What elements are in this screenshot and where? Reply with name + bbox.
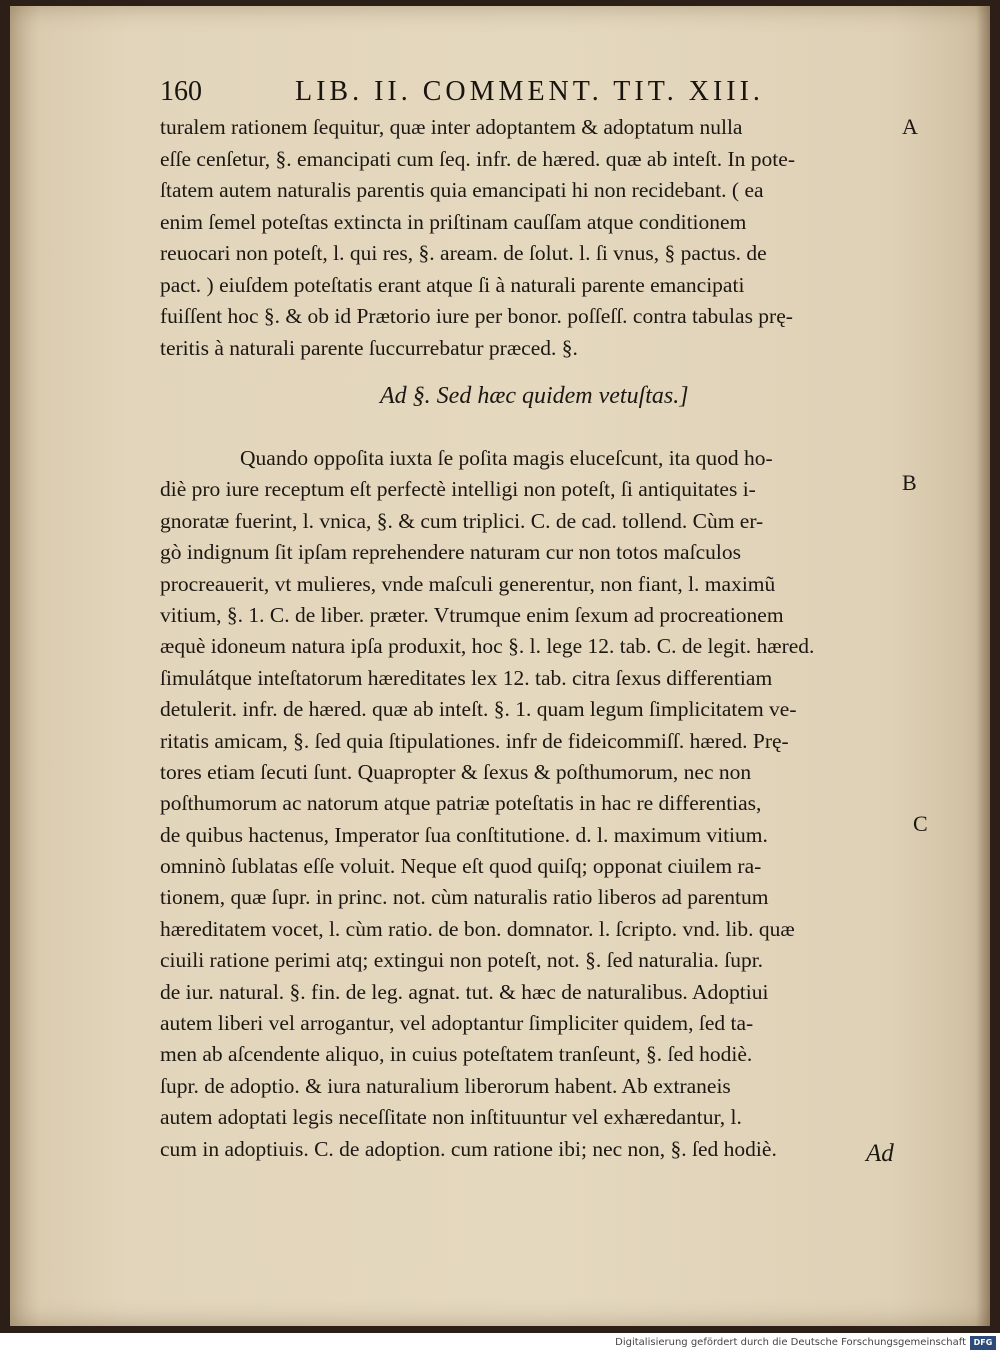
- text-line: autem adoptati legis neceſſitate non inſtituuntur vel exhæredantur, l.: [160, 1105, 742, 1130]
- credit-text: Digitalisierung gefördert durch die Deutsche Forschungsgemeinschaft: [615, 1337, 966, 1348]
- margin-letter-a: A: [902, 114, 918, 139]
- text-line: gnoratæ fuerint, l. vnica, §. & cum triplici. C. de cad. tollend. Cùm er-: [160, 508, 764, 533]
- text-line: ſimulátque inteſtatorum hæreditates lex 12. tab. citra ſexus differentiam: [160, 665, 773, 690]
- text-line: pact. ) eiuſdem poteſtatis erant atque ſi à naturali parente emancipati: [160, 272, 745, 297]
- text-line: gò indignum ſit ipſam reprehendere naturam cur non totos maſculos: [160, 540, 741, 565]
- digitization-credit-bar: [0, 1333, 1000, 1356]
- text-line: detulerit. infr. de hæred. quæ ab inteſt. §. 1. quam legum ſimplicitatem ve-: [160, 697, 797, 722]
- text-line: Quando oppoſita iuxta ſe poſita magis eluceſcunt, ita quod ho-: [240, 446, 773, 470]
- text-line: ſupr. de adoptio. & iura naturalium liberorum habent. Ab extraneis: [160, 1073, 731, 1098]
- page-edge-shadow: [976, 6, 990, 1326]
- text-line: de quibus hactenus, Imperator ſua conſtitutione. d. l. maximum vitium.: [160, 822, 768, 847]
- text-line: vitium, §. 1. C. de liber. præter. Vtrumque enim ſexum ad procreationem: [160, 602, 784, 627]
- text-line: eſſe cenſetur, §. emancipati cum ſeq. infr. de hæred. quæ ab inteſt. In pote-: [160, 146, 795, 171]
- text-line: reuocari non poteſt, l. qui res, §. aream. de ſolut. l. ſi vnus, § pactus. de: [160, 241, 767, 265]
- text-line: poſthumorum ac natorum atque patriæ poteſtatis in hac re differentias,: [160, 791, 762, 816]
- page-number: 160: [160, 76, 202, 107]
- text-line: fuiſſent hoc §. & ob id Prætorio iure per bonor. poſſeſſ. contra tabulas prę-: [160, 304, 793, 328]
- text-line: enim ſemel poteſtas extincta in priſtinam cauſſam atque conditionem: [160, 209, 747, 234]
- text-line: turalem rationem ſequitur, quæ inter adoptantem & adoptatum nulla: [160, 115, 743, 139]
- text-line: hæreditatem vocet, l. cùm ratio. de bon. domnator. l. ſcripto. vnd. lib. quæ: [160, 916, 795, 941]
- text-line: diè pro iure receptum eſt perfectè intelligi non poteſt, ſi antiquitates i-: [160, 477, 756, 502]
- margin-letter-b: B: [902, 470, 917, 495]
- text-line: autem liberi vel arrogantur, vel adoptantur ſimpliciter quidem, ſed ta-: [160, 1011, 754, 1036]
- text-line: men ab aſcendente aliquo, in cuius poteſtatem tranſeunt, §. ſed hodiè.: [160, 1042, 753, 1067]
- main-paragraph: [160, 443, 910, 1165]
- text-line: tionem, quæ ſupr. in princ. not. cùm naturalis ratio liberos ad parentum: [160, 885, 769, 910]
- catchword: Ad: [866, 1140, 894, 1167]
- text-line: de iur. natural. §. fin. de leg. agnat. tut. & hæc de naturalibus. Adoptiui: [160, 979, 769, 1004]
- text-line: ritatis amicam, §. ſed quia ſtipulationes. infr de fideicommiſſ. hæred. Prę-: [160, 728, 789, 753]
- text-line: omninò ſublatas eſſe voluit. Neque eſt quod quiſq; opponat ciuilem ra-: [160, 854, 762, 879]
- top-paragraph: [160, 112, 900, 364]
- running-head: [160, 76, 800, 116]
- text-line: ciuili ratione perimi atq; extingui non poteſt, not. §. ſed naturalia. ſupr.: [160, 948, 764, 973]
- margin-letter-c: C: [913, 811, 928, 836]
- text-line: procreauerit, vt mulieres, vnde maſculi generentur, non fiant, l. maximũ: [160, 571, 776, 596]
- header-title: LIB. II. COMMENT. TIT. XIII.: [295, 76, 764, 107]
- text-line: cum in adoptiuis. C. de adoption. cum ratione ibi; nec non, §. ſed hodiè.: [160, 1136, 777, 1161]
- text-line: teritis à naturali parente ſuccurrebatur præced. §.: [160, 335, 578, 360]
- text-line: ſtatem autem naturalis parentis quia emancipati hi non recidebant. ( ea: [160, 178, 764, 202]
- section-heading: Ad §. Sed hæc quidem vetuſtas.]: [380, 383, 689, 409]
- text-line: æquè idoneum natura ipſa produxit, hoc §. l. lege 12. tab. C. de legit. hæred.: [160, 634, 815, 659]
- dfg-logo: DFG: [970, 1336, 996, 1350]
- text-line: tores etiam ſecuti ſunt. Quapropter & ſexus & poſthumorum, nec non: [160, 759, 752, 784]
